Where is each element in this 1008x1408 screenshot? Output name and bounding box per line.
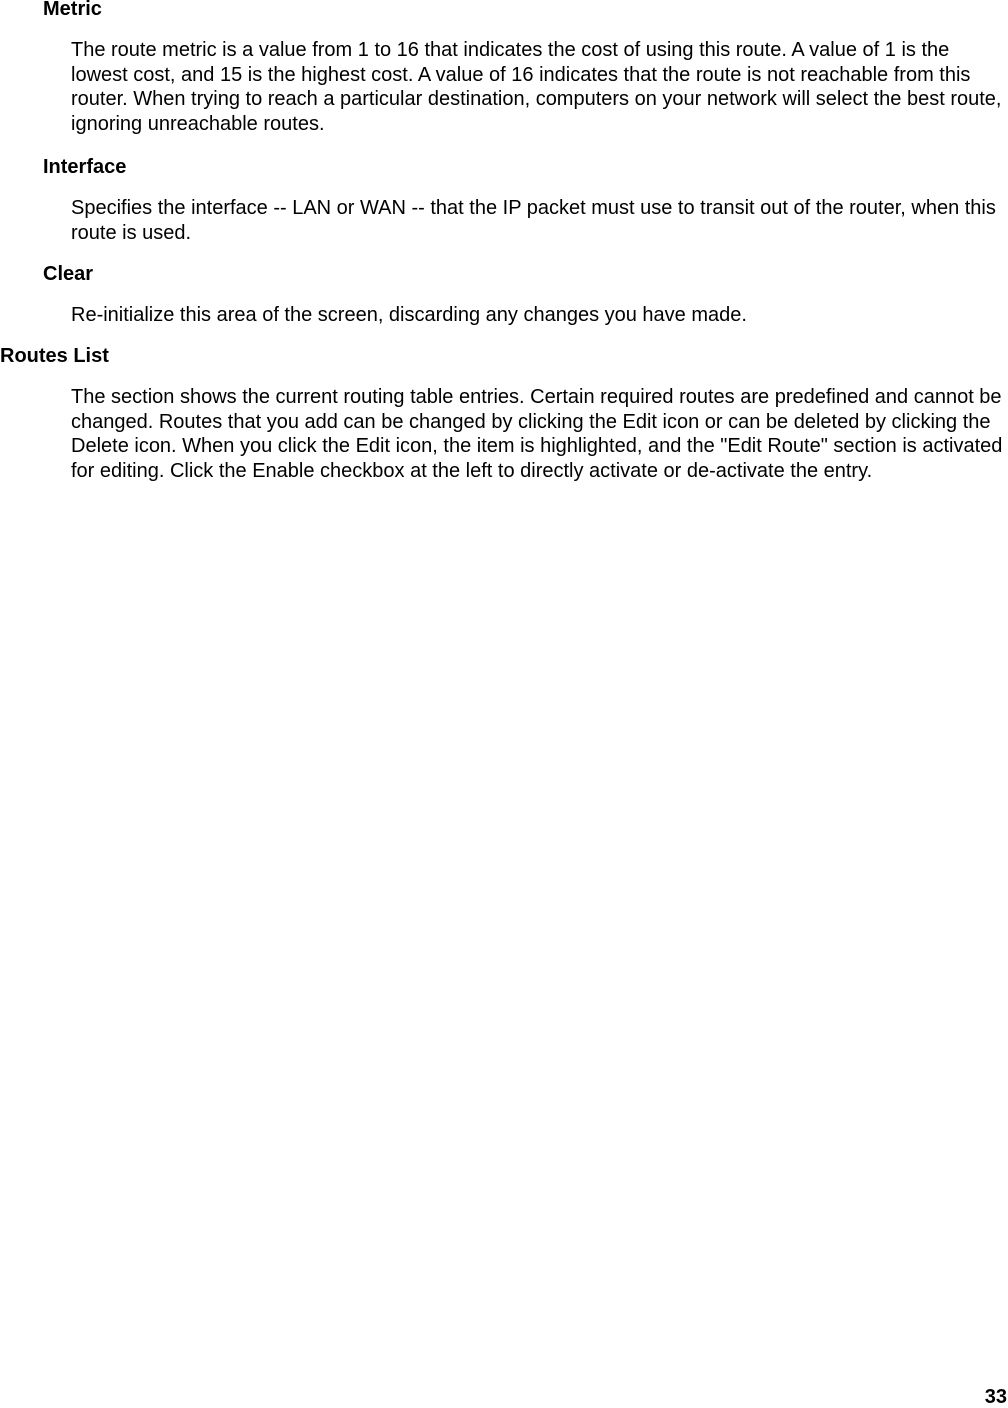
interface-description: Specifies the interface -- LAN or WAN -- that the IP packet must use to transit out of the router, when this route is used. [71,197,996,244]
clear-heading: Clear [43,263,94,285]
routes-list-heading: Routes List [0,345,109,367]
interface-heading: Interface [43,156,127,178]
metric-description: The route metric is a value from 1 to 16 that indicates the cost of using this route. A value of 1 is the lowest cost, and 15 is the highest cost. A value of 16 indicates that the route is not reachable from this router. When trying to reach a particular destination, computers on your network will select the best route, ignoring unreachable routes. [71,39,1002,135]
metric-heading: Metric [43,0,102,20]
clear-description: Re-initialize this area of the screen, discarding any changes you have made. [71,304,747,326]
page-number: 33 [984,1386,1007,1408]
routes-list-description: The section shows the current routing table entries. Certain required routes are predefined and cannot be changed. Routes that you add can be changed by clicking the Edit icon or can be deleted by clicking the Delete icon. When you click the Edit icon, the item is highlighted, and the "Edit Route" section is activated for editing. Click the Enable checkbox at the left to directly activate or de-activate the entry. [71,386,1003,482]
